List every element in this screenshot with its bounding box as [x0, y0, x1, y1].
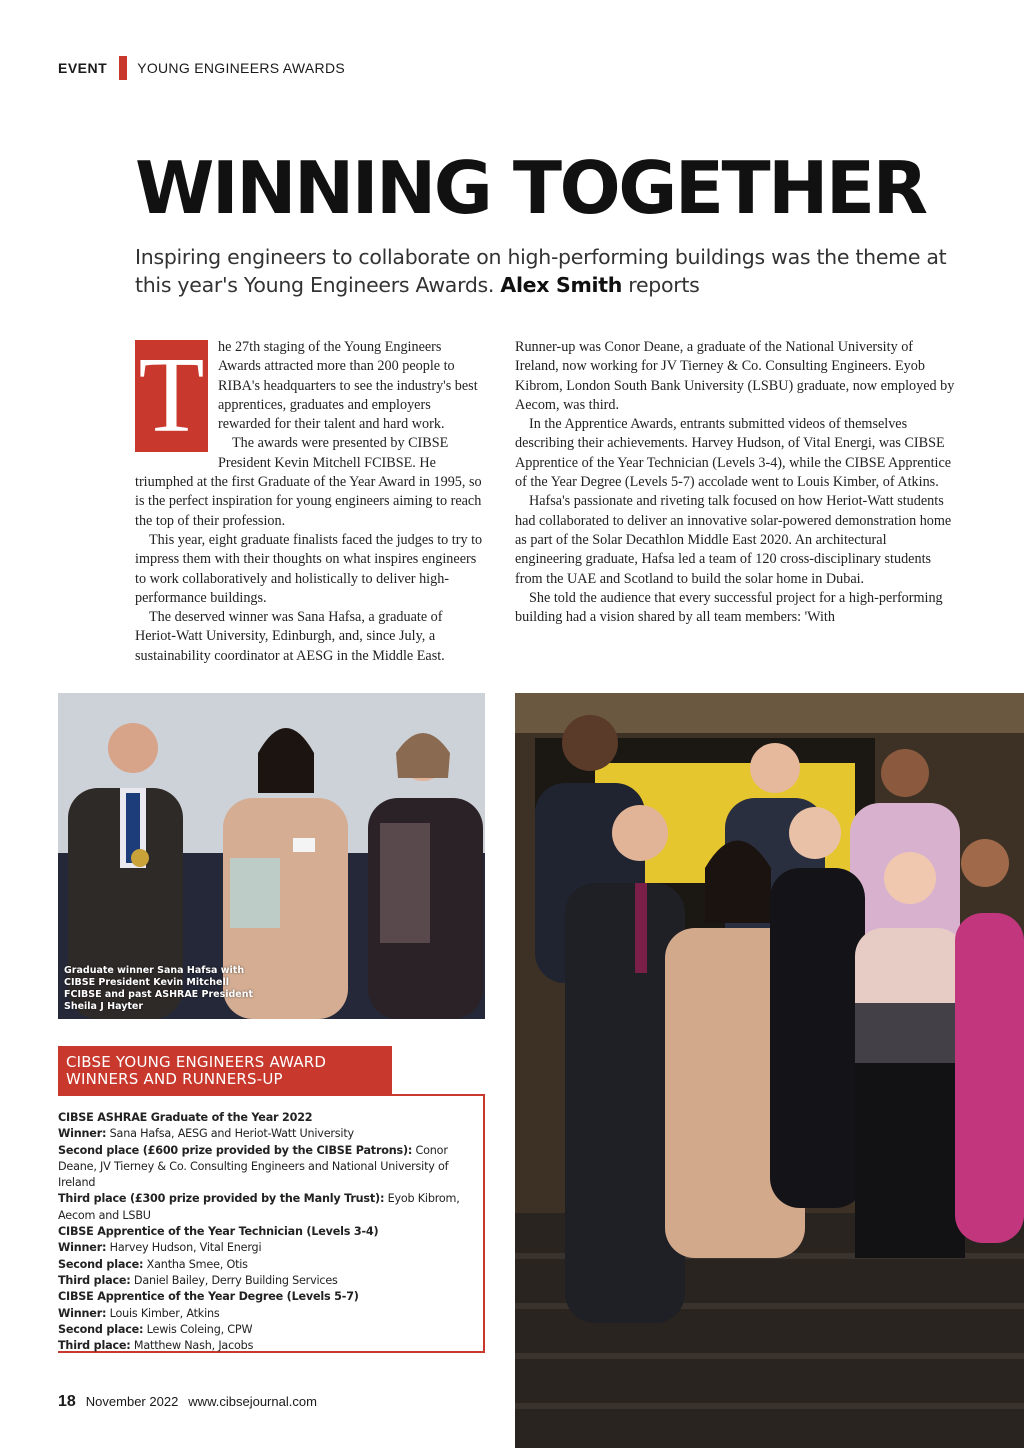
body-paragraph: In the Apprentice Awards, entrants submitted videos of themselves describing their achievements. Harvey Hudson, of Vital Energi, was CIBSE Apprentice of the Year Technician (Levels 3-4), while the CIBSE Apprentice of the Year Degree (Levels 5-7) accolade went to Louis Kimber, of Atkins.	[515, 416, 952, 491]
winners-line: CIBSE ASHRAE Graduate of the Year 2022	[58, 1111, 313, 1124]
page-footer	[58, 1393, 317, 1411]
winners-box	[58, 1094, 485, 1353]
standfirst	[135, 243, 955, 299]
issue-date: November 2022	[85, 1394, 179, 1409]
section-topic: YOUNG ENGINEERS AWARDS	[137, 60, 346, 76]
winners-line: CIBSE Apprentice of the Year Degree (Levels 5-7)	[58, 1290, 359, 1304]
byline-suffix: reports	[628, 273, 700, 297]
drop-cap: T	[135, 340, 208, 452]
headline: WINNING TOGETHER	[135, 146, 926, 230]
body-paragraph: Runner-up was Conor Deane, a graduate of the National University of Ireland, now working for JV Tierney & Co. Consulting Engineers. Eyob Kibrom, London South Bank University (LSBU) graduate, now employed by Aecom, was third.	[515, 339, 955, 413]
winners-line: Winner: Sana Hafsa, AESG and Heriot-Watt University	[58, 1127, 354, 1141]
website-link[interactable]: www.cibsejournal.com	[188, 1394, 317, 1409]
body-paragraph: Hafsa's passionate and riveting talk focused on how Heriot-Watt students had collaborated to deliver an innovative solar-powered demonstration home as part of the Solar Decathlon Middle East 2020. An architectural engineering graduate, Hafsa led a team of 120 cross-disciplinary students from the UAE and Scotland to build the solar home in Dubai.	[515, 493, 952, 587]
group-photo-illustration	[515, 693, 1024, 1448]
body-column-right	[515, 338, 955, 627]
body-paragraph: This year, eight graduate finalists faced the judges to try to impress them with their thoughts on what inspires engineers to work collaboratively and holistically to deliver high-performance buildings.	[135, 531, 483, 606]
body-paragraph: The deserved winner was Sana Hafsa, a graduate of Heriot-Watt University, Edinburgh, and, since July, a sustainability coordinator at AESG in the Middle East.	[135, 609, 445, 664]
section-divider	[119, 56, 127, 80]
body-paragraph: The awards were presented by CIBSE President Kevin Mitchell FCIBSE. He triumphed at the first Graduate of the Year Award in 1995, so is the perfect inspiration for young engineers aiming to reach the top of their profession.	[135, 435, 482, 529]
section-header	[58, 57, 345, 79]
winners-line: CIBSE Apprentice of the Year Technician (Levels 3-4)	[58, 1225, 379, 1239]
body-paragraph: She told the audience that every successful project for a high-performing building had a vision shared by all team members: 'With	[515, 589, 943, 626]
section-label: EVENT	[58, 60, 108, 76]
body-paragraph: he 27th staging of the Young Engineers Awards attracted more than 200 people to RIBA's headquarters to see the industry's best apprentices, graduates and employers rewarded for their talent and hard work.	[218, 339, 478, 433]
winners-line: Third place: Matthew Nash, Jacobs	[58, 1339, 254, 1353]
body-column-left	[135, 338, 485, 666]
winners-box-title: CIBSE YOUNG ENGINEERS AWARD WINNERS AND RUNNERS-UP	[58, 1046, 392, 1094]
winners-line: Second place (£600 prize provided by the CIBSE Patrons): Conor Deane, JV Tierney & Co. Consulting Engineers and National University of Ireland	[58, 1143, 449, 1190]
winners-line: Winner: Louis Kimber, Atkins	[58, 1306, 220, 1320]
winners-line: Second place: Lewis Coleing, CPW	[58, 1322, 253, 1336]
photo-caption: Graduate winner Sana Hafsa with CIBSE President Kevin Mitchell FCIBSE and past ASHRAE President Sheila J Hayter	[64, 965, 254, 1012]
winners-line: Winner: Harvey Hudson, Vital Energi	[58, 1241, 262, 1255]
standfirst-text: Inspiring engineers to collaborate on high-performing buildings was the theme at this year's Young Engineers Awards.	[135, 245, 947, 297]
award-presentation-photo	[58, 693, 485, 1019]
winners-line: Second place: Xantha Smee, Otis	[58, 1257, 248, 1271]
winners-group-photo	[515, 693, 1024, 1448]
page-number: 18	[58, 1393, 76, 1410]
winners-line: Third place: Daniel Bailey, Derry Building Services	[58, 1273, 338, 1287]
winners-line: Third place (£300 prize provided by the Manly Trust): Eyob Kibrom, Aecom and LSBU	[58, 1192, 460, 1222]
byline: Alex Smith	[500, 273, 623, 297]
